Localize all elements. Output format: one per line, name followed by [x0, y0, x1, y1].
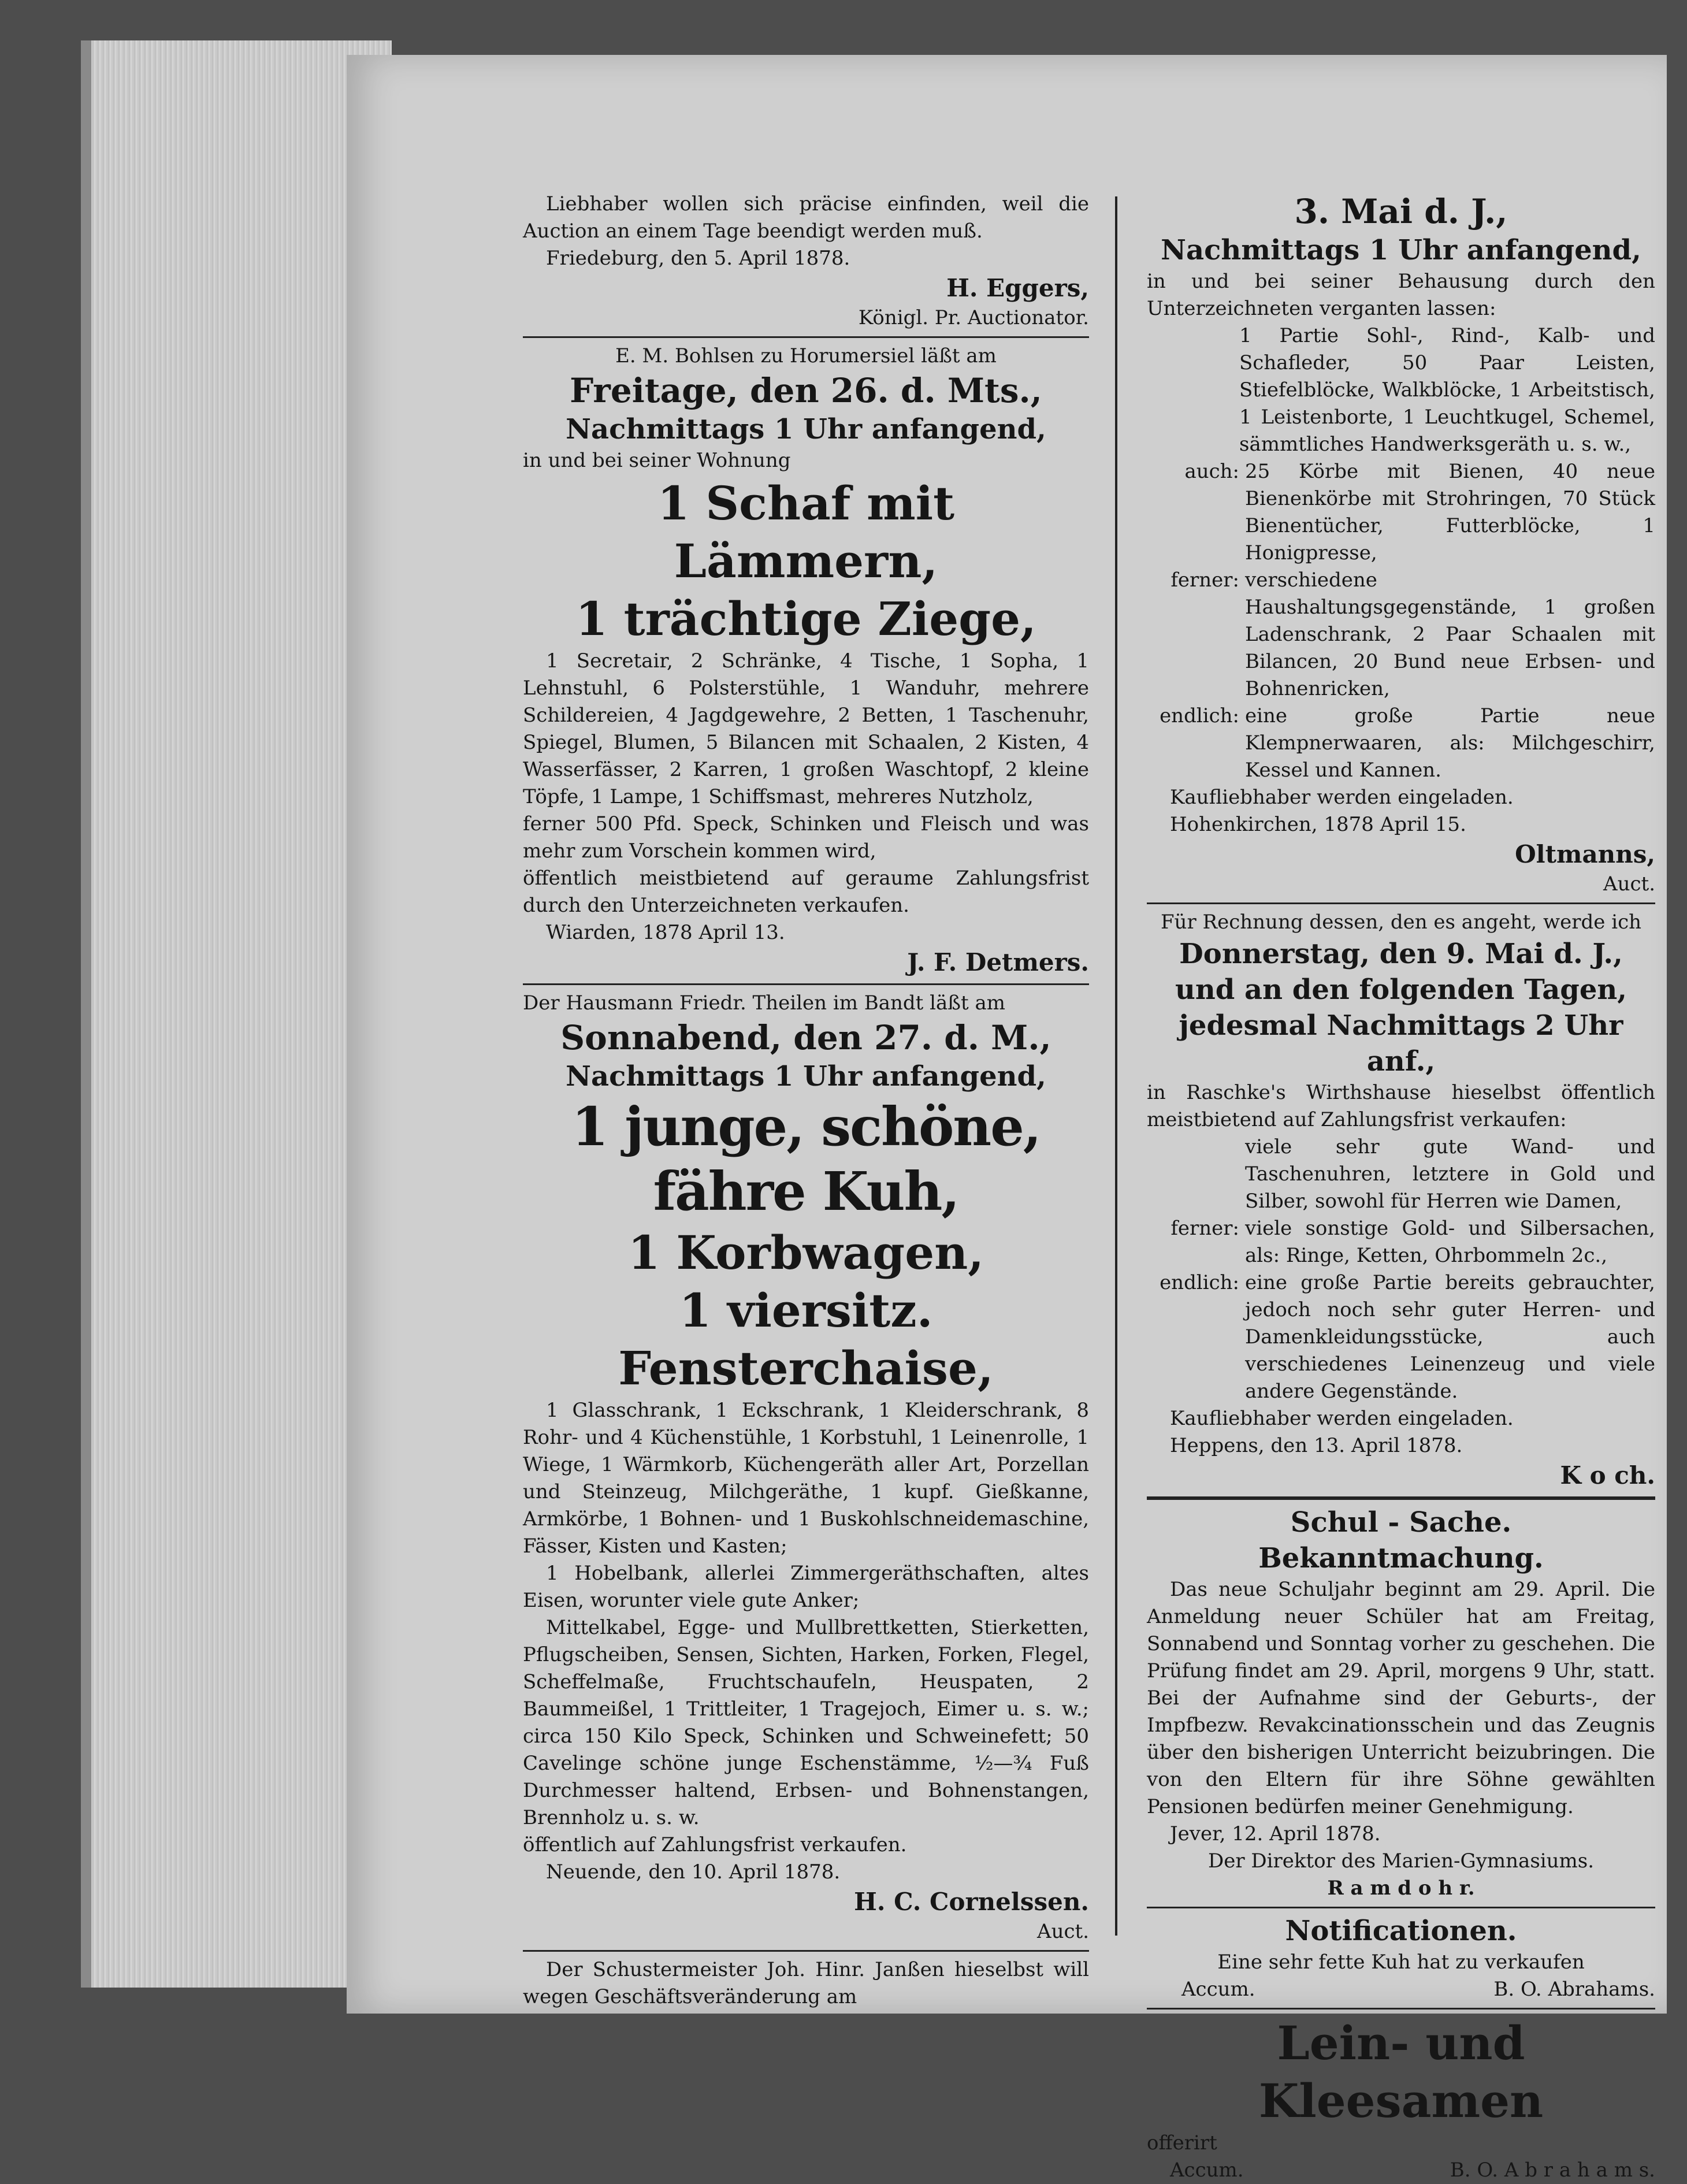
place: Accum.	[1170, 2159, 1244, 2182]
headline-item: 1 viersitz. Fensterchaise,	[618, 1283, 994, 1395]
signer-title: Königl. Pr. Auctionator.	[858, 306, 1089, 329]
signer: R a m d o h r.	[1327, 1877, 1475, 1900]
headline-item: Lein- und Kleesamen	[1258, 2016, 1544, 2128]
place-signer-row	[1147, 2157, 1655, 2184]
divider	[523, 1950, 1089, 1952]
notice-school	[1147, 1505, 1655, 1902]
divider	[1147, 2008, 1655, 2010]
divider	[523, 983, 1089, 985]
auction-time: Nachmittags 1 Uhr anfangend,	[566, 413, 1046, 445]
auction-date: Freitage, den 26. d. Mts.,	[570, 371, 1042, 410]
notice-text: Liebhaber wollen sich präcise einfinden, weil die Auction an einem Tage beendigt werden muß.	[523, 192, 1089, 243]
item-list: 1 Partie Sohl-, Rind-, Kalb- und Schafleder, 50 Paar Leisten, Stiefelblöcke, Walkblöcke, 1 Arbeitstisch, 1 Leistenborte, 1 Leuchtkugel, Schemel, sämmtliches Handwerksgeräth u. s. w.,	[1239, 324, 1655, 456]
place-signer-row	[1147, 1976, 1655, 2003]
invite: Kaufliebhaber werden eingeladen.	[1170, 1407, 1514, 1430]
signer-title: Der Direktor des Marien-Gymnasiums.	[1207, 1849, 1595, 1873]
left-column	[523, 191, 1089, 2011]
auction-date: Sonnabend, den 27. d. M.,	[560, 1018, 1051, 1057]
section-subtitle: Bekanntmachung.	[1258, 1542, 1544, 1574]
item-list: Mittelkabel, Egge- und Mullbrettketten, Stierketten, Pflugscheiben, Sensen, Sichten, Harken, Forken, Flegel, Scheffelmaße, Fruchtschaufeln, Heuspaten, 2 Baummeißel, 1 Trittleiter, 1 Tragejoch, Eimer u. s. w.; circa 150 Kilo Speck, Schinken und Schweinefett; 50 Cavelinge schöne junge Eschenstämme, ½—¾ Fuß Durchmesser haltend, Erbsen- und Bohnenstangen, Brennholz u. s. w.	[523, 1616, 1089, 1829]
invite: Kaufliebhaber werden eingeladen.	[1170, 786, 1514, 809]
signer: J. F. Detmers.	[907, 948, 1089, 976]
notice-heppens	[1147, 909, 1655, 1492]
notice-intro: Der Hausmann Friedr. Theilen im Bandt läßt am	[523, 991, 1005, 1015]
group-label: auch:	[1184, 460, 1239, 483]
item-group-endlich	[1147, 703, 1655, 784]
notice-intro: Für Rechnung dessen, den es angeht, werde ich	[1160, 911, 1642, 934]
signer: H. C. Cornelssen.	[854, 1888, 1089, 1916]
place-date: Friedeburg, den 5. April 1878.	[546, 247, 850, 270]
book-page-edges	[81, 40, 392, 1988]
group-text: verschiedene Haushaltungsgegenstände, 1 großen Ladenschrank, 2 Paar Schaalen mit Bilancen, 20 Bund neue Erbsen- und Bohnenricken,	[1245, 569, 1655, 700]
notice-intro: in und bei seiner Behausung durch den Unterzeichneten verganten lassen:	[1147, 270, 1655, 320]
item-list: 1 Hobelbank, allerlei Zimmergeräthschaften, altes Eisen, worunter viele gute Anker;	[523, 1562, 1089, 1612]
signer: H. Eggers,	[946, 274, 1089, 302]
item-group-endlich	[1147, 1269, 1655, 1405]
notice-closing: öffentlich auf Zahlungsfrist verkaufen.	[523, 1833, 907, 1856]
divider	[1147, 1907, 1655, 1908]
notice-text: Das neue Schuljahr beginnt am 29. April. Die Anmeldung neuer Schüler hat am Freitag, Sonnabend und Sonntag vorher zu geschehen. Die Prüfung findet am 29. April, morgens 9 Uhr, statt. Bei der Aufnahme sind der Geburts-, der Impfbezw. Revakcinationsschein und das Zeugnis über den bisherigen Unterricht beizubringen. Die von den Eltern für ihre Söhne gewählten Pensionen bedürfen meiner Genehmigung.	[1147, 1578, 1655, 1818]
item-list: viele sehr gute Wand- und Taschenuhren, letztere in Gold und Silber, sowohl für Herren wie Damen,	[1245, 1135, 1655, 1213]
offer-label: offerirt	[1147, 2131, 1217, 2155]
item-group-ferner	[1147, 1215, 1655, 1269]
notice-notifications	[1147, 1913, 1655, 2003]
notice-friedeburg	[523, 191, 1089, 332]
notice-text: Eine sehr fette Kuh hat zu verkaufen	[1217, 1951, 1585, 1974]
item-list-extra: ferner 500 Pfd. Speck, Schinken und Fleisch und was mehr zum Vorschein kommen wird,	[523, 812, 1089, 863]
notice-janssen	[523, 1956, 1089, 2011]
signer: K o ch.	[1560, 1461, 1655, 1490]
place-date: Hohenkirchen, 1878 April 15.	[1170, 813, 1466, 836]
item-group-auch	[1147, 458, 1655, 567]
divider	[523, 336, 1089, 338]
notice-theilen	[523, 990, 1089, 1945]
column-divider	[1115, 196, 1117, 1936]
auction-date: 3. Mai d. J.,	[1294, 192, 1508, 231]
notice-hohenkirchen	[1147, 191, 1655, 898]
auction-date: Donnerstag, den 9. Mai d. J.,	[1179, 938, 1623, 970]
group-label: ferner:	[1171, 569, 1239, 592]
group-label: endlich:	[1160, 1271, 1239, 1294]
headline-item: 1 trächtige Ziege,	[575, 592, 1036, 646]
group-label: ferner:	[1171, 1217, 1239, 1240]
notice-text: Der Schustermeister Joh. Hinr. Janßen hieselbst will wegen Geschäftsveränderung am	[523, 1958, 1089, 2008]
signer: B. O. Abrahams.	[1493, 1978, 1655, 2001]
divider	[1147, 902, 1655, 904]
signer: Oltmanns,	[1515, 840, 1655, 868]
notice-bohlsen	[523, 343, 1089, 979]
headline-item: 1 Schaf mit Lämmern,	[657, 476, 955, 588]
auction-location: in Raschke's Wirthshause hieselbst öffentlich meistbietend auf Zahlungsfrist verkaufen:	[1147, 1081, 1655, 1131]
section-title: Schul - Sache.	[1290, 1506, 1512, 1539]
place-date: Neuende, den 10. April 1878.	[546, 1860, 841, 1884]
headline-item: 1 junge, schöne, fähre Kuh,	[571, 1095, 1041, 1223]
group-text: 25 Körbe mit Bienen, 40 neue Bienenkörbe mit Strohringen, 70 Stück Bienentücher, Futterblöcke, 1 Honigpresse,	[1245, 460, 1655, 564]
group-text: eine große Partie bereits gebrauchter, jedoch noch sehr guter Herren- und Damenkleidungsstücke, auch verschiedenes Leinenzeug und viele andere Gegenstände.	[1245, 1271, 1655, 1403]
section-title: Notificationen.	[1285, 1915, 1517, 1947]
notice-intro: E. M. Bohlsen zu Horumersiel läßt am	[615, 344, 997, 367]
group-text: eine große Partie neue Klempnerwaaren, als: Milchgeschirr, Kessel und Kannen.	[1245, 704, 1655, 782]
divider	[1147, 1496, 1655, 1500]
place: Accum.	[1181, 1978, 1255, 2001]
signer: B. O. A b r a h a m s.	[1450, 2159, 1655, 2182]
signer-title: Auct.	[1603, 872, 1655, 896]
headline-item: 1 Korbwagen,	[627, 1225, 984, 1280]
group-text: viele sonstige Gold- und Silbersachen, als: Ringe, Ketten, Ohrbommeln 2c.,	[1245, 1217, 1655, 1267]
auction-time: Nachmittags 1 Uhr anfangend,	[1161, 234, 1641, 266]
item-list: 1 Glasschrank, 1 Eckschrank, 1 Kleiderschrank, 8 Rohr- und 4 Küchenstühle, 1 Korbstuhl, 1 Leinenrolle, 1 Wiege, 1 Wärmkorb, Küchengeräth aller Art, Porzellan und Steinzeug, Milchgeräthe, 1 kupf. Gießkanne, Armkörbe, 1 Bohnen- und 1 Buskohlschneidemaschine, Fässer, Kisten und Kasten;	[523, 1399, 1089, 1558]
place-date: Wiarden, 1878 April 13.	[546, 921, 785, 944]
group-label: endlich:	[1160, 704, 1239, 727]
notice-closing: öffentlich meistbietend auf geraume Zahlungsfrist durch den Unterzeichneten verkaufen.	[523, 867, 1089, 917]
auction-date-cont: und an den folgenden Tagen,	[1175, 974, 1627, 1006]
notice-seeds	[1147, 2014, 1655, 2184]
signer-title: Auct.	[1037, 1920, 1089, 1943]
place-date: Heppens, den 13. April 1878.	[1170, 1434, 1463, 1457]
auction-location: in und bei seiner Wohnung	[523, 449, 791, 472]
place-date: Jever, 12. April 1878.	[1170, 1822, 1381, 1845]
item-group-ferner	[1147, 567, 1655, 703]
item-list: 1 Secretair, 2 Schränke, 4 Tische, 1 Sopha, 1 Lehnstuhl, 6 Polsterstühle, 1 Wanduhr, mehrere Schildereien, 4 Jagdgewehre, 2 Betten, 1 Taschenuhr, Spiegel, Blumen, 5 Bilancen mit Schaalen, 2 Kisten, 4 Wasserfässer, 2 Karren, 1 großen Waschtopf, 2 kleine Töpfe, 1 Lampe, 1 Schiffsmast, mehreres Nutzholz,	[523, 649, 1089, 808]
auction-time: Nachmittags 1 Uhr anfangend,	[566, 1060, 1046, 1093]
auction-time: jedesmal Nachmittags 2 Uhr anf.,	[1179, 1009, 1623, 1078]
right-column	[1147, 191, 1655, 2184]
